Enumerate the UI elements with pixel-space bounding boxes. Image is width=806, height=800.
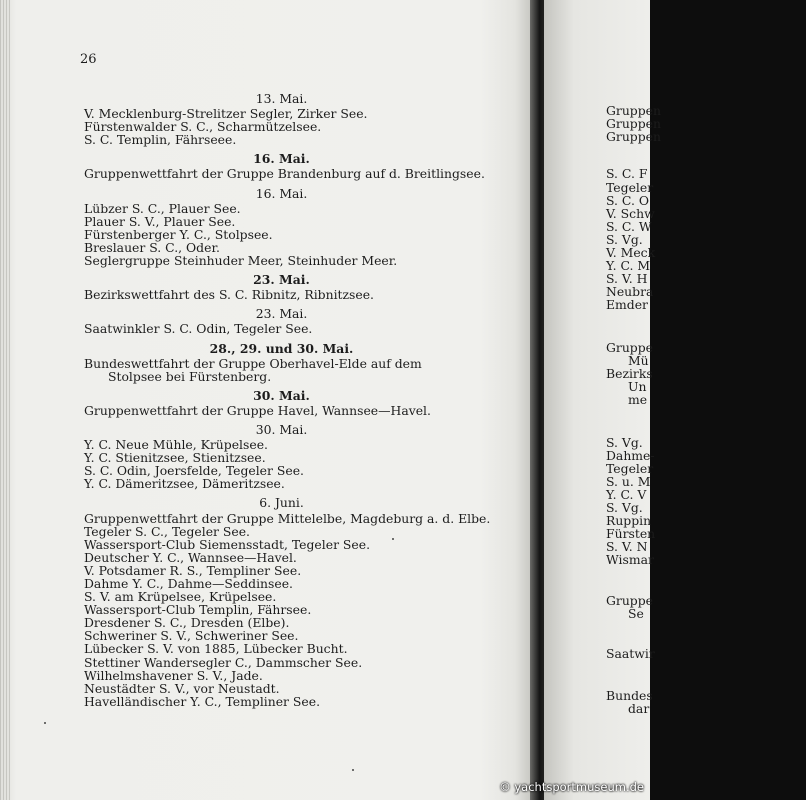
date-heading: 16. Mai. [255, 185, 308, 201]
paper-speck [352, 769, 354, 771]
cut-off-line: Y. C. V [606, 487, 647, 502]
date-heading: 23. Mai. [255, 306, 308, 322]
cut-off-line: V. Meck [606, 245, 656, 260]
paper-speck [44, 722, 46, 724]
cut-off-line: S. C. O [606, 193, 649, 208]
cut-off-line: Saatwir [606, 646, 655, 661]
regatta-entry: Bundeswettfahrt der Gruppe Oberhavel-Elde auf dem Stolpsee bei Fürstenberg. [84, 355, 422, 384]
date-heading: 13. Mai. [255, 91, 308, 106]
section-gap [84, 181, 479, 185]
regatta-entry: Havelländischer Y. C., Templiner See. [84, 693, 321, 709]
regatta-entry: Dahme Y. C., Dahme—Seddinsee. [84, 576, 293, 591]
cut-off-line: Dahme- [606, 448, 655, 463]
regatta-entry: Plauer S. V., Plauer See. [84, 213, 236, 229]
cut-off-line: S. V. H [606, 271, 648, 286]
regatta-entry: Y. C. Neue Mühle, Krüpelsee. [84, 437, 268, 453]
paper-speck [392, 538, 394, 540]
regatta-entry: Lübecker S. V. von 1885, Lübecker Bucht. [84, 641, 348, 657]
regatta-entry: Fürstenwalder S. C., Scharmützelsee. [84, 119, 322, 135]
regatta-entry: Wassersport-Club Templin, Fährsee. [84, 602, 312, 618]
cut-off-line: Bundes [606, 688, 653, 703]
cut-off-line: S. C. F [606, 166, 648, 181]
cut-off-line: Tegeler [606, 461, 654, 476]
date-heading: 23. Mai. [253, 272, 310, 288]
regatta-entry: V. Mecklenburg-Strelitzer Segler, Zirker See. [84, 106, 368, 122]
regatta-entry: Bezirkswettfahrt des S. C. Ribnitz, Ribnitzsee. [84, 287, 374, 303]
cut-off-line: S. u. M [606, 474, 651, 489]
cut-off-line: Se [628, 606, 644, 621]
regatta-entry: Y. C. Stienitzsee, Stienitzsee. [84, 450, 266, 466]
regatta-entry: Neustädter S. V., vor Neustadt. [84, 680, 280, 696]
cut-off-line: S. Vg. [606, 435, 643, 450]
cut-off-line: Emder [606, 297, 648, 312]
date-heading: 16. Mai. [253, 151, 310, 167]
cut-off-line: Bezirks [606, 366, 653, 381]
regatta-entry: Lübzer S. C., Plauer See. [84, 200, 241, 216]
cut-off-line: S. Vg. [606, 232, 643, 247]
cut-off-line: Fürsten [606, 526, 656, 541]
regatta-entry: Wassersport-Club Siemensstadt, Tegeler See. [84, 536, 371, 552]
regatta-entry: S. V. am Krüpelsee, Krüpelsee. [84, 589, 277, 605]
cut-off-line: Y. C. M [606, 258, 651, 273]
regatta-entry: Y. C. Dämeritzsee, Dämeritzsee. [84, 476, 285, 492]
cut-off-line: S. C. W [606, 219, 652, 234]
copyright-watermark: © yachtsportmuseum.de [499, 780, 644, 794]
regatta-schedule [84, 90, 491, 709]
regatta-entry: S. C. Templin, Fährseee. [84, 132, 237, 148]
cut-off-line: Gruppen [606, 129, 661, 144]
page-edges [0, 0, 10, 800]
cut-off-line: me [628, 392, 648, 407]
regatta-entry: Stettiner Wandersegler C., Dammscher See. [84, 654, 363, 670]
cut-off-line: Ruppin [606, 513, 652, 528]
regatta-entry: Gruppenwettfahrt der Gruppe Havel, Wannsee—Havel. [84, 402, 431, 418]
cut-off-line: Gruppen [606, 103, 661, 118]
cut-off-line: Un [628, 379, 647, 394]
regatta-entry: Saatwinkler S. C. Odin, Tegeler See. [84, 321, 313, 337]
cut-off-line: dar [628, 701, 650, 716]
page-number: 26 [80, 52, 97, 67]
cut-off-line: Wismar [606, 552, 654, 567]
cut-off-line: Gruppen [606, 116, 661, 131]
section-gap [84, 336, 479, 340]
date-heading: 6. Juni. [259, 495, 304, 511]
date-heading: 28., 29. und 30. Mai. [209, 340, 354, 356]
cut-off-line: S. Vg. [606, 500, 643, 515]
regatta-entry: Fürstenberger Y. C., Stolpsee. [84, 226, 273, 242]
regatta-entry: Breslauer S. C., Oder. [84, 239, 220, 255]
cut-off-line: Gruppe [606, 340, 653, 355]
regatta-entry: Gruppenwettfahrt der Gruppe Mittelelbe, Magdeburg a. d. Elbe. [84, 510, 491, 526]
date-heading: 30. Mai. [255, 421, 308, 437]
regatta-entry: Tegeler S. C., Tegeler See. [84, 523, 250, 539]
cut-off-line: V. Schw [606, 206, 655, 221]
section-gap [84, 490, 479, 494]
cut-off-line: Mü [628, 353, 649, 368]
cut-off-line: S. V. N [606, 539, 648, 554]
regatta-entry: Schweriner S. V., Schweriner See. [84, 628, 299, 644]
cut-off-line: Gruppe [606, 593, 653, 608]
right-page-partial [544, 0, 661, 800]
regatta-entry: Wilhelmshavener S. V., Jade. [84, 667, 263, 683]
regatta-entry: Deutscher Y. C., Wannsee—Havel. [84, 549, 297, 565]
cut-off-line: Neubra [606, 284, 654, 299]
date-heading: 30. Mai. [253, 387, 310, 403]
regatta-entry: V. Potsdamer R. S., Templiner See. [84, 562, 302, 578]
cut-off-line: Tegeler [606, 180, 654, 195]
regatta-entry: S. C. Odin, Joersfelde, Tegeler See. [84, 463, 304, 479]
regatta-entry: Dresdener S. C., Dresden (Elbe). [84, 615, 290, 631]
regatta-entry: Seglergruppe Steinhuder Meer, Steinhuder Meer. [84, 253, 398, 269]
regatta-entry: Gruppenwettfahrt der Gruppe Brandenburg auf d. Breitlingsee. [84, 166, 485, 182]
